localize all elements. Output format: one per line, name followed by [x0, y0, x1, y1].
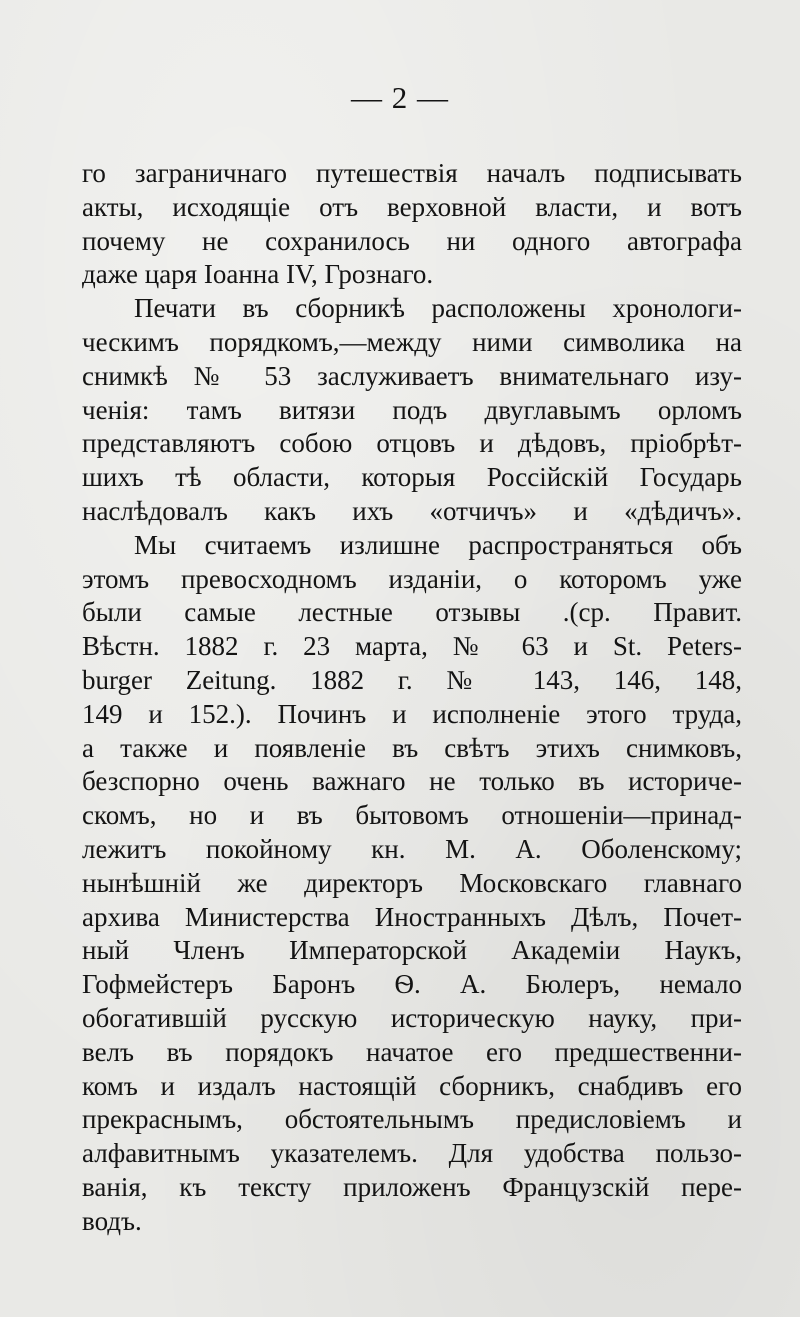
- text-line: велъ въ порядокъ начатое его предшественни-: [82, 1036, 742, 1067]
- text-line: нынѣшній же директоръ Московскаго главнаго: [82, 867, 742, 898]
- text-line: 149 и 152.). Починъ и исполненіе этого труда,: [82, 698, 742, 729]
- text-line: ный Членъ Императорской Академіи Наукъ,: [82, 935, 742, 966]
- text-line: наслѣдовалъ какъ ихъ «отчичъ» и «дѣдичъ».: [82, 495, 742, 526]
- text-line: безспорно очень важнаго не только въ историче-: [82, 766, 742, 797]
- text-line: а также и появленіе въ свѣтъ этихъ снимковъ,: [82, 732, 742, 763]
- text-line: ческимъ порядкомъ,—между ними символика на: [82, 326, 742, 357]
- text-line: даже царя Іоанна IV, Грознаго.: [82, 259, 434, 290]
- text-line: Мы считаемъ излишне распространяться объ: [134, 529, 742, 560]
- text-line: Гофмейстеръ Баронъ Ѳ. А. Бюлеръ, немало: [82, 969, 742, 1000]
- text-line: го заграничнаго путешествія началъ подписывать: [82, 158, 742, 188]
- text-line: этомъ превосходномъ изданіи, о которомъ уже: [82, 563, 742, 594]
- text-line: архива Министерства Иностранныхъ Дѣлъ, Почет-: [82, 901, 742, 932]
- text-line: скомъ, но и въ бытовомъ отношеніи—принад-: [82, 800, 742, 831]
- text-line: представляютъ собою отцовъ и дѣдовъ, пріобрѣт-: [82, 428, 742, 459]
- text-line: акты, исходящіе отъ верховной власти, и вотъ: [82, 191, 742, 222]
- text-line: ченія: тамъ витязи подъ двуглавымъ орломъ: [82, 394, 742, 425]
- text-line: прекраснымъ, обстоятельнымъ предисловіемъ и: [82, 1104, 742, 1135]
- text-line: снимкѣ № 53 заслуживаетъ внимательнаго изу-: [82, 360, 742, 391]
- text-line: водъ.: [82, 1205, 142, 1236]
- text-line: алфавитнымъ указателемъ. Для удобства пользо-: [82, 1138, 742, 1169]
- text-line: комъ и издалъ настоящій сборникъ, снабдивъ его: [82, 1070, 742, 1101]
- paragraph: [82, 157, 742, 292]
- text-line: burger Zeitung. 1882 г. № 143, 146, 148,: [82, 664, 742, 695]
- text-line: шихъ тѣ области, которыя Россійскій Государь: [82, 462, 742, 493]
- text-line: лежитъ покойному кн. М. А. Оболенскому;: [82, 833, 742, 864]
- paragraph: [82, 292, 742, 529]
- body-text: [82, 157, 742, 1239]
- text-line: Печати въ сборникѣ расположены хронологи-: [134, 293, 742, 324]
- page-number: — 2 —: [351, 80, 449, 115]
- text-line: Вѣстн. 1882 г. 23 марта, № 63 и St. Peters-: [82, 631, 742, 662]
- text-line: почему не сохранилось ни одного автографа: [82, 225, 742, 256]
- text-line: обогатившій русскую историческую науку, при-: [82, 1002, 742, 1033]
- paragraph: [82, 529, 742, 1239]
- text-line: ванія, къ тексту приложенъ Французскій пере-: [82, 1171, 742, 1202]
- text-line: были самые лестные отзывы .(ср. Правит.: [82, 597, 742, 628]
